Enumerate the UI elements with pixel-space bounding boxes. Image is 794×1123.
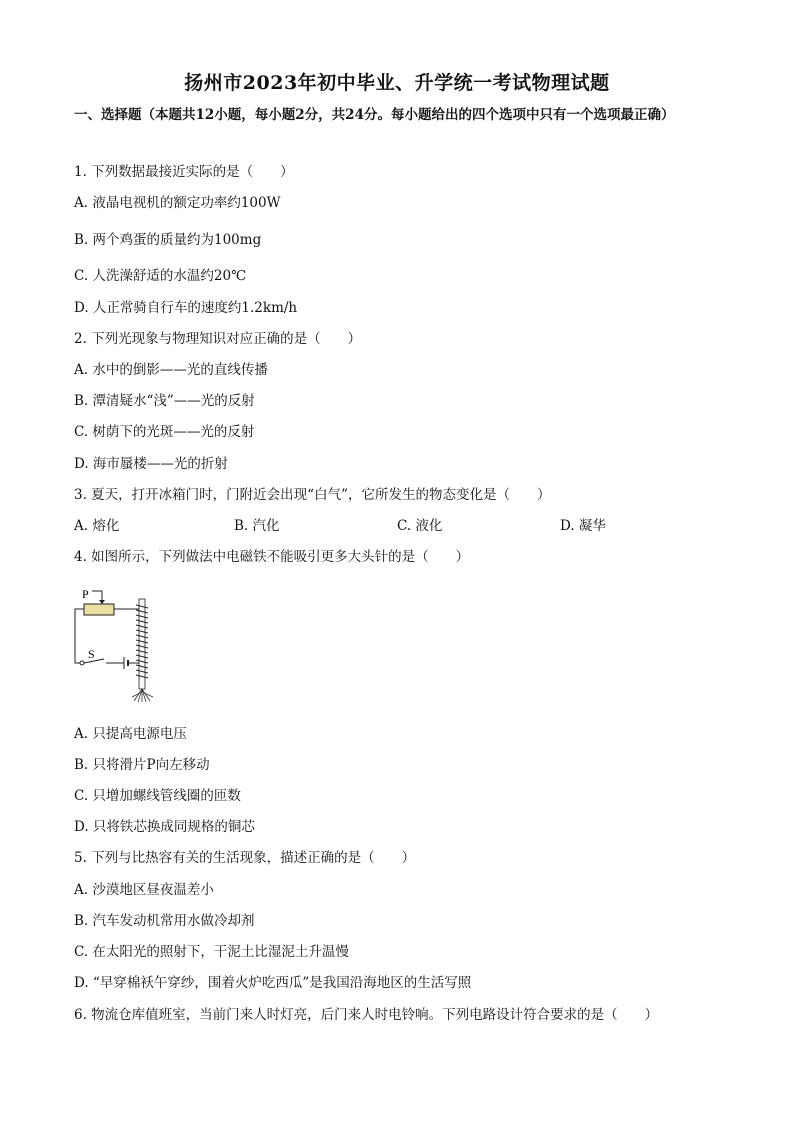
q1-option-b: B. 两个鸡蛋的质量约为100mg: [74, 232, 262, 248]
q4-option-b: B. 只将滑片P向左移动: [74, 757, 210, 773]
question-4-stem: 4. 如图所示，下列做法中电磁铁不能吸引更多大头针的是（ ）: [74, 549, 470, 565]
pins-cluster: [132, 689, 153, 702]
q4-option-d: D. 只将铁芯换成同规格的铜芯: [74, 819, 255, 835]
q2-option-a: A. 水中的倒影——光的直线传播: [74, 362, 268, 378]
q5-option-a: A. 沙漠地区昼夜温差小: [74, 882, 214, 898]
q5-option-c: C. 在太阳光的照射下，干泥土比湿泥土升温慢: [74, 944, 349, 960]
q5-option-b: B. 汽车发动机常用水做冷却剂: [74, 913, 255, 929]
question-1-stem: 1. 下列数据最接近实际的是（ ）: [74, 164, 294, 180]
rheostat-body: [84, 604, 114, 615]
q1-option-c: C. 人洗澡舒适的水温约20℃: [74, 268, 247, 284]
slider-arrow-icon: [99, 600, 105, 604]
switch-contact: [80, 661, 84, 665]
section-heading: 一、选择题（本题共12小题，每小题2分，共24分。每小题给出的四个选项中只有一个选项最正确）: [74, 107, 675, 123]
q4-option-a: A. 只提高电源电压: [74, 726, 187, 742]
label-s: S: [88, 647, 95, 661]
q3-option-c: C. 液化: [397, 518, 443, 534]
q5-option-d: D. “早穿棉袄午穿纱，围着火炉吃西瓜”是我国沿海地区的生活写照: [74, 975, 472, 991]
q2-option-c: C. 树荫下的光斑——光的反射: [74, 424, 255, 440]
q3-option-a: A. 熔化: [74, 518, 120, 534]
q2-option-d: D. 海市蜃楼——光的折射: [74, 456, 228, 472]
q1-option-a: A. 液晶电视机的额定功率约100W: [74, 195, 281, 211]
q3-option-d: D. 凝华: [560, 518, 606, 534]
question-5-stem: 5. 下列与比热容有关的生活现象，描述正确的是（ ）: [74, 850, 416, 866]
electromagnet-circuit-figure: [72, 581, 168, 703]
question-3-stem: 3. 夏天，打开冰箱门时，门附近会出现“白气”，它所发生的物态变化是（ ）: [74, 487, 551, 503]
label-p: P: [82, 587, 89, 601]
q3-option-b: B. 汽化: [234, 518, 280, 534]
page-title: 扬州市2023年初中毕业、升学统一考试物理试题: [184, 72, 610, 94]
question-2-stem: 2. 下列光现象与物理知识对应正确的是（ ）: [74, 331, 362, 347]
q2-option-b: B. 潭清疑水“浅”——光的反射: [74, 393, 255, 409]
q4-option-c: C. 只增加螺线管线圈的匝数: [74, 788, 241, 804]
q1-option-d: D. 人正常骑自行车的速度约1.2km/h: [74, 300, 298, 316]
question-6-stem: 6. 物流仓库值班室，当前门来人时灯亮，后门来人时电铃响。下列电路设计符合要求的是（ ）: [74, 1007, 659, 1023]
